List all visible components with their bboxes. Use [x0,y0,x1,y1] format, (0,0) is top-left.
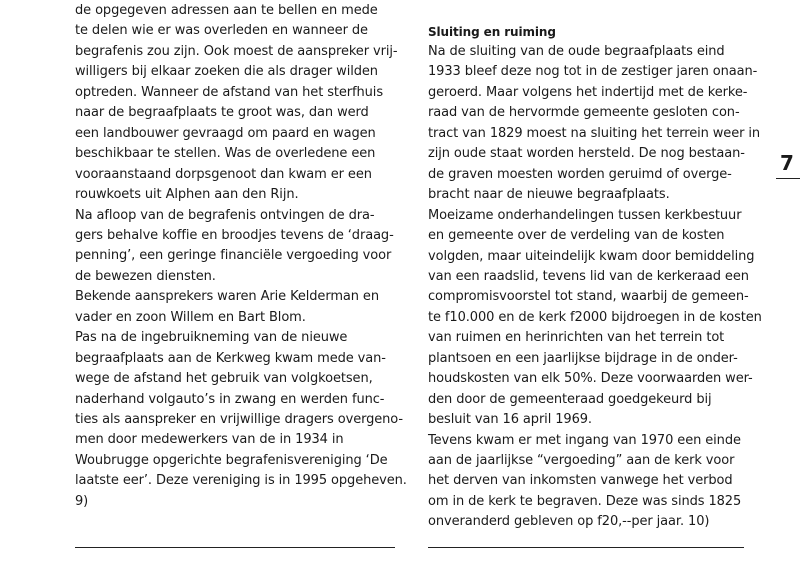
text-line: geroerd. Maar volgens het indertijd met de kerke- [428,84,748,100]
text-line: Na afloop van de begrafenis ontvingen de dra- [75,207,375,223]
text-line: compromisvoorstel tot stand, waarbij de gemeen- [428,289,749,305]
text-line: rouwkoets uit Alphen aan den Rijn. [75,187,299,203]
text-line: en gemeente over de verdeling van de kosten [428,228,725,244]
text-line: Bekende aansprekers waren Arie Kelderman en [75,289,379,305]
text-line: volgden, maar uiteindelijk kwam door bemiddeling [428,248,755,264]
text-line: houdskosten van elk 50%. Deze voorwaarden wer- [428,371,753,387]
text-line: ties als aanspreker en vrijwillige dragers overgeno- [75,412,403,427]
text-line: aan de jaarlijkse “vergoeding” aan de kerk voor [428,453,735,468]
text-line: wege de afstand het gebruik van volgkoetsen, [75,371,373,387]
text-line: plantsoen en een jaarlijkse bijdrage in de onder- [428,350,738,366]
text-line: besluit van 16 april 1969. [428,412,592,428]
text-line: om in de kerk te begraven. Deze was sinds 1825 [428,493,742,509]
text-line: naar de begraafplaats te groot was, dan werd [75,105,369,121]
text-line: Woubrugge opgerichte begrafenisvereniging ‘De [75,452,388,468]
text-line: de graven moesten worden geruimd of overge- [428,166,732,182]
text-line: zijn oude staat worden hersteld. De nog bestaan- [428,146,745,162]
text-line: den door de gemeenteraad goedgekeurd bij [428,391,712,407]
text-line: het derven van inkomsten vanwege het verbod [428,473,733,489]
text-line: begraafplaats aan de Kerkweg kwam mede van- [75,350,386,366]
page-number-rule [776,178,800,179]
text-line: willigers bij elkaar zoeken die als drager wilden [75,64,378,80]
text-line: raad van de hervormde gemeente gesloten con- [428,105,740,121]
text-line: te delen wie er was overleden en wanneer de [75,23,368,39]
text-line: penning’, een geringe financiële vergoeding voor [75,248,392,264]
text-line: laatste eer’. Deze vereniging is in 1995 opgeheven. [75,473,407,489]
text-line: tract van 1829 moest na sluiting het terrein weer in [428,125,761,141]
section-heading: Sluiting en ruiming [428,25,556,39]
text-line: bracht naar de nieuwe begraafplaats. [428,187,670,203]
text-line: onveranderd gebleven op f20,--per jaar. 10) [428,514,710,530]
text-line: 9) [75,493,89,509]
text-line: vooraanstaand dorpsgenoot dan kwam er een [75,166,372,182]
text-line: naderhand volgauto’s in zwang en werden func- [75,391,385,407]
text-line: beschikbaar te stellen. Was de overledene een [75,146,376,162]
text-line: 1933 bleef deze nog tot in de zestiger jaren onaan- [428,64,758,80]
text-line: vader en zoon Willem en Bart Blom. [75,309,306,325]
text-line: een landbouwer gevraagd om paard en wagen [75,125,376,141]
text-line: Pas na de ingebruikneming van de nieuwe [75,330,348,346]
left-footer-rule [75,547,395,548]
right-footer-rule [428,547,744,548]
text-line: Na de sluiting van de oude begraafplaats eind [428,44,725,59]
text-line: Tevens kwam er met ingang van 1970 een einde [428,432,741,448]
text-line: de opgegeven adressen aan te bellen en mede [75,3,378,18]
text-line: men door medewerkers van de in 1934 in [75,432,344,448]
text-line: te f10.000 en de kerk f2000 bijdroegen in de kosten [428,309,762,325]
text-line: de bewezen diensten. [75,268,216,284]
text-line: van ruimen en herinrichten van het terrein tot [428,330,725,346]
page-number: 7 [780,151,794,175]
text-line: Moeizame onderhandelingen tussen kerkbestuur [428,207,742,223]
text-line: optreden. Wanneer de afstand van het sterfhuis [75,84,383,100]
text-line: begrafenis zou zijn. Ook moest de aanspreker vrij- [75,43,398,59]
text-line: gers behalve koffie en broodjes tevens de ‘draag- [75,227,394,243]
text-line: van een raadslid, tevens lid van de kerkeraad een [428,268,749,284]
